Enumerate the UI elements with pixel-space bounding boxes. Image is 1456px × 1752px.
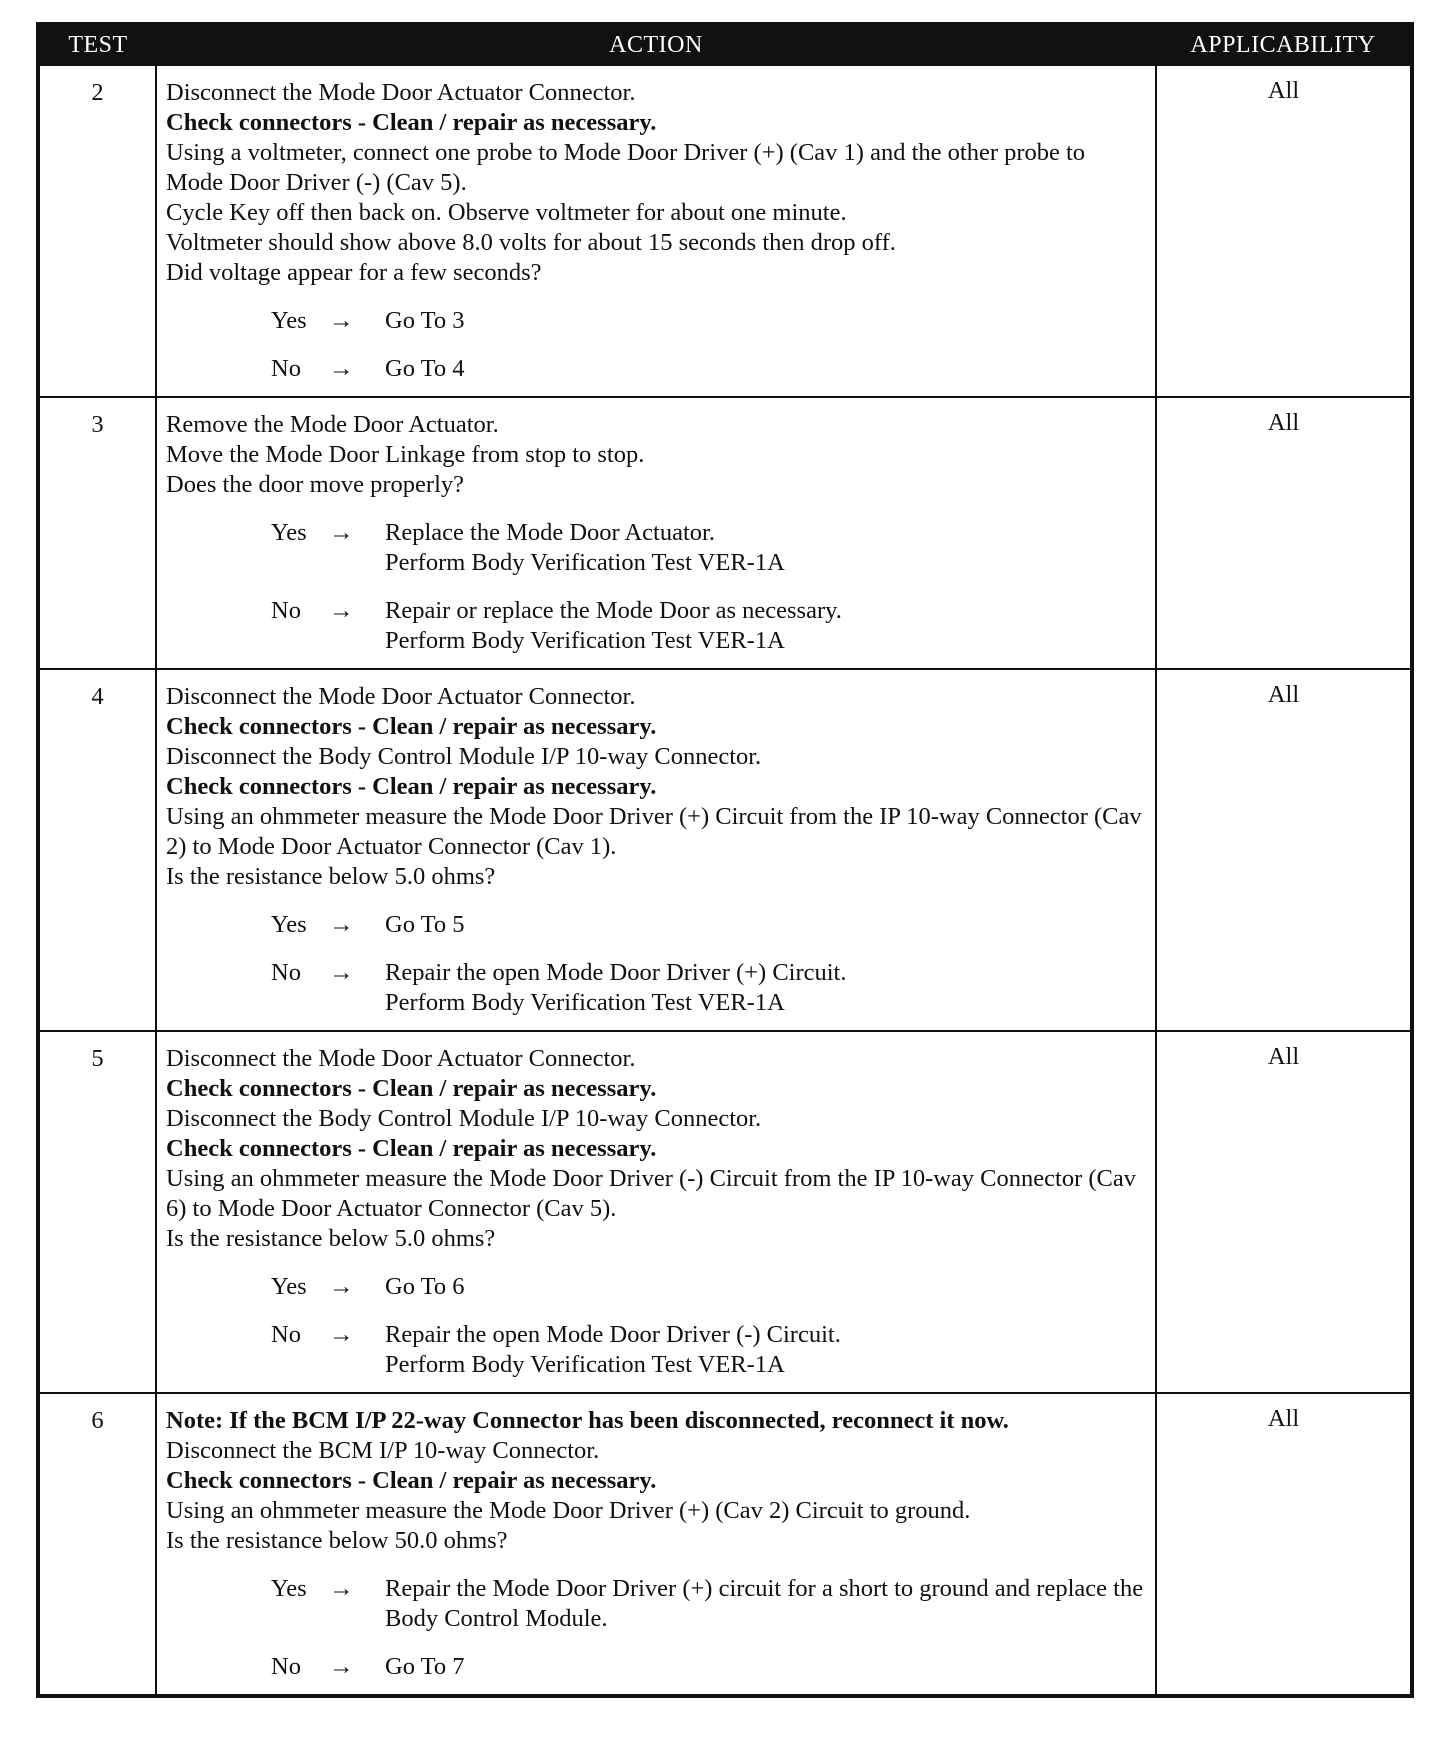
test-row-5 bbox=[38, 1031, 1412, 1393]
action-step: Remove the Mode Door Actuator. bbox=[166, 411, 499, 438]
arrow-icon: → bbox=[329, 519, 354, 546]
no-branch bbox=[271, 596, 1147, 656]
action-step: Using a voltmeter, connect one probe to Mode Door Driver (+) (Cav 1) and the other probe to Mode Door Driver (-) (Cav 5). bbox=[166, 139, 1086, 196]
arrow-icon: → bbox=[329, 1575, 354, 1602]
action-step: Disconnect the BCM I/P 10-way Connector. bbox=[166, 1437, 600, 1464]
applicability-cell: All bbox=[1156, 1393, 1412, 1696]
applicability-cell: All bbox=[1156, 1031, 1412, 1393]
yes-branch bbox=[271, 306, 1147, 336]
action-step: Voltmeter should show above 8.0 volts for about 15 seconds then drop off. bbox=[166, 229, 896, 256]
answer-branches bbox=[166, 1574, 1147, 1682]
yes-label: Yes bbox=[271, 911, 307, 938]
arrow-icon: → bbox=[329, 911, 354, 938]
yes-result bbox=[385, 910, 1147, 940]
yes-branch bbox=[271, 1574, 1147, 1634]
action-step: Using an ohmmeter measure the Mode Door Driver (-) Circuit from the IP 10-way Connector (Cav 6) to Mode Door Actuator Connector (Cav 5). bbox=[166, 1165, 1136, 1222]
no-result bbox=[385, 1652, 1147, 1682]
action-question: Does the door move properly? bbox=[166, 471, 464, 498]
no-label: No bbox=[271, 1653, 301, 1680]
arrow-icon: → bbox=[329, 1321, 354, 1348]
action-cell bbox=[156, 1393, 1156, 1696]
test-number: 2 bbox=[38, 65, 156, 397]
test-number: 5 bbox=[38, 1031, 156, 1393]
test-row-6 bbox=[38, 1393, 1412, 1696]
yes-branch bbox=[271, 1272, 1147, 1302]
result-line: Repair the open Mode Door Driver (+) Circuit. bbox=[385, 959, 847, 986]
header-applicability: APPLICABILITY bbox=[1156, 24, 1412, 65]
action-question: Is the resistance below 5.0 ohms? bbox=[166, 863, 496, 890]
action-cell bbox=[156, 65, 1156, 397]
test-row-3 bbox=[38, 397, 1412, 669]
arrow-icon: → bbox=[329, 1653, 354, 1680]
result-line: Replace the Mode Door Actuator. bbox=[385, 519, 715, 546]
action-note: Note: If the BCM I/P 22-way Connector has been disconnected, reconnect it now. bbox=[166, 1407, 1009, 1434]
yes-result bbox=[385, 518, 1147, 578]
yes-label: Yes bbox=[271, 1575, 307, 1602]
test-number: 3 bbox=[38, 397, 156, 669]
action-cell bbox=[156, 1031, 1156, 1393]
action-step: Disconnect the Body Control Module I/P 10-way Connector. bbox=[166, 1105, 762, 1132]
action-question: Did voltage appear for a few seconds? bbox=[166, 259, 542, 286]
no-label: No bbox=[271, 355, 301, 382]
yes-label: Yes bbox=[271, 519, 307, 546]
no-label: No bbox=[271, 597, 301, 624]
test-row-4 bbox=[38, 669, 1412, 1031]
action-step: Disconnect the Mode Door Actuator Connector. bbox=[166, 683, 636, 710]
answer-branches bbox=[166, 1272, 1147, 1380]
applicability-cell: All bbox=[1156, 65, 1412, 397]
action-step-bold: Check connectors - Clean / repair as necessary. bbox=[166, 773, 657, 800]
diagnostic-test-table bbox=[36, 22, 1414, 1698]
yes-result bbox=[385, 1272, 1147, 1302]
yes-branch bbox=[271, 518, 1147, 578]
action-step-bold: Check connectors - Clean / repair as necessary. bbox=[166, 1467, 657, 1494]
header-test: TEST bbox=[38, 24, 156, 65]
result-line: Go To 3 bbox=[385, 307, 465, 334]
arrow-icon: → bbox=[329, 959, 354, 986]
action-step: Cycle Key off then back on. Observe voltmeter for about one minute. bbox=[166, 199, 847, 226]
no-result bbox=[385, 354, 1147, 384]
action-question: Is the resistance below 5.0 ohms? bbox=[166, 1225, 496, 1252]
diagnostic-procedure-page bbox=[36, 22, 1410, 1698]
header-action: ACTION bbox=[156, 24, 1156, 65]
no-label: No bbox=[271, 959, 301, 986]
applicability-cell: All bbox=[1156, 397, 1412, 669]
test-row-2 bbox=[38, 65, 1412, 397]
result-line: Go To 6 bbox=[385, 1273, 465, 1300]
action-step: Disconnect the Mode Door Actuator Connector. bbox=[166, 1045, 636, 1072]
arrow-icon: → bbox=[329, 597, 354, 624]
action-cell bbox=[156, 669, 1156, 1031]
no-branch bbox=[271, 354, 1147, 384]
yes-label: Yes bbox=[271, 307, 307, 334]
result-line: Repair the Mode Door Driver (+) circuit for a short to ground and replace the Body Control Module. bbox=[385, 1575, 1144, 1632]
action-question: Is the resistance below 50.0 ohms? bbox=[166, 1527, 508, 1554]
result-line: Perform Body Verification Test VER-1A bbox=[385, 1351, 785, 1378]
result-line: Go To 7 bbox=[385, 1653, 465, 1680]
no-branch bbox=[271, 1320, 1147, 1380]
action-step: Disconnect the Mode Door Actuator Connector. bbox=[166, 79, 636, 106]
action-step: Disconnect the Body Control Module I/P 10-way Connector. bbox=[166, 743, 762, 770]
result-line: Go To 5 bbox=[385, 911, 465, 938]
arrow-icon: → bbox=[329, 1273, 354, 1300]
yes-label: Yes bbox=[271, 1273, 307, 1300]
no-branch bbox=[271, 1652, 1147, 1682]
action-cell bbox=[156, 397, 1156, 669]
result-line: Go To 4 bbox=[385, 355, 465, 382]
arrow-icon: → bbox=[329, 355, 354, 382]
result-line: Perform Body Verification Test VER-1A bbox=[385, 627, 785, 654]
test-number: 4 bbox=[38, 669, 156, 1031]
table-header bbox=[38, 24, 1412, 65]
no-label: No bbox=[271, 1321, 301, 1348]
action-step-bold: Check connectors - Clean / repair as necessary. bbox=[166, 1135, 657, 1162]
action-step-bold: Check connectors - Clean / repair as necessary. bbox=[166, 713, 657, 740]
yes-result bbox=[385, 1574, 1147, 1634]
result-line: Perform Body Verification Test VER-1A bbox=[385, 989, 785, 1016]
action-step: Using an ohmmeter measure the Mode Door Driver (+) (Cav 2) Circuit to ground. bbox=[166, 1497, 971, 1524]
action-step-bold: Check connectors - Clean / repair as necessary. bbox=[166, 109, 657, 136]
no-result bbox=[385, 1320, 1147, 1380]
test-number: 6 bbox=[38, 1393, 156, 1696]
no-result bbox=[385, 958, 1147, 1018]
no-result bbox=[385, 596, 1147, 656]
result-line: Repair the open Mode Door Driver (-) Circuit. bbox=[385, 1321, 841, 1348]
applicability-cell: All bbox=[1156, 669, 1412, 1031]
answer-branches bbox=[166, 306, 1147, 384]
action-step: Move the Mode Door Linkage from stop to stop. bbox=[166, 441, 645, 468]
yes-result bbox=[385, 306, 1147, 336]
action-step: Using an ohmmeter measure the Mode Door Driver (+) Circuit from the IP 10-way Connector (Cav 2) to Mode Door Actuator Connector (Cav 1). bbox=[166, 803, 1142, 860]
answer-branches bbox=[166, 518, 1147, 656]
answer-branches bbox=[166, 910, 1147, 1018]
result-line: Perform Body Verification Test VER-1A bbox=[385, 549, 785, 576]
no-branch bbox=[271, 958, 1147, 1018]
action-step-bold: Check connectors - Clean / repair as necessary. bbox=[166, 1075, 657, 1102]
yes-branch bbox=[271, 910, 1147, 940]
arrow-icon: → bbox=[329, 307, 354, 334]
result-line: Repair or replace the Mode Door as necessary. bbox=[385, 597, 842, 624]
